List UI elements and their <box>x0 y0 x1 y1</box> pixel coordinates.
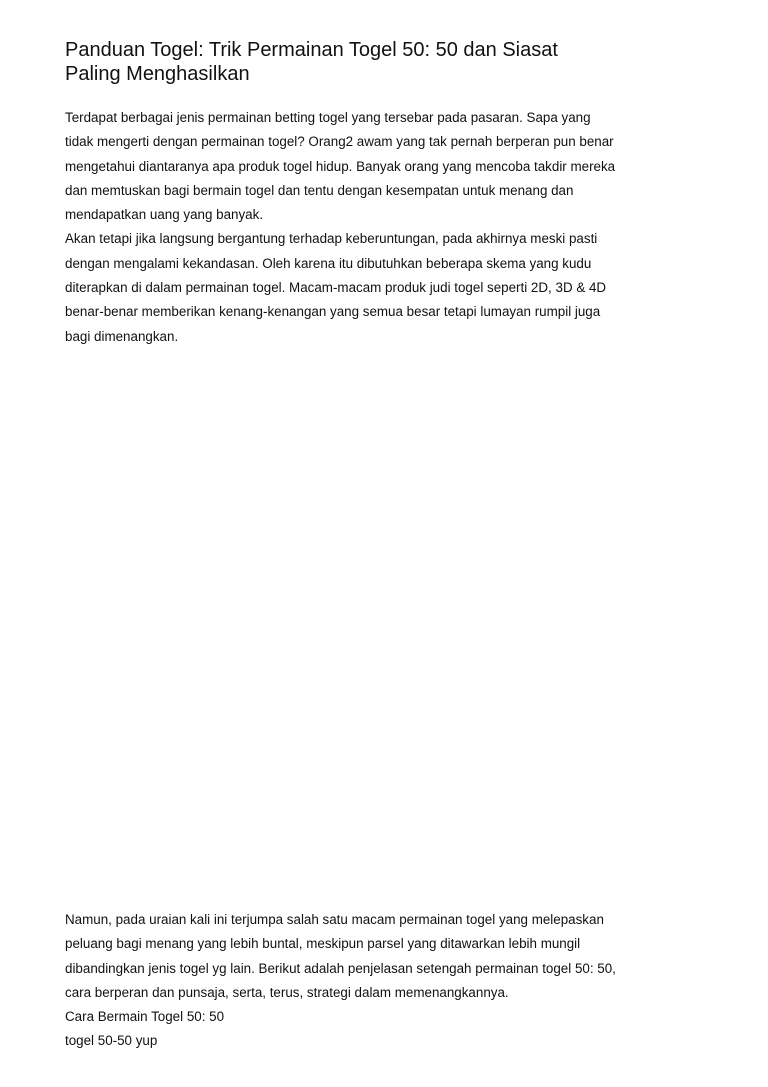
title-line: Paling Menghasilkan <box>65 63 250 85</box>
body-text-line: dan memtuskan bagi bermain togel dan tentu dengan kesempatan untuk menang dan <box>65 182 574 198</box>
body-text-line: diterapkan di dalam permainan togel. Macam-macam produk judi togel seperti 2D, 3D & 4D <box>65 280 607 296</box>
body-text-line: mendapatkan uang yang banyak. <box>65 207 264 223</box>
body-text-line: tidak mengerti dengan permainan togel? Orang2 awam yang tak pernah berperan pun benar <box>65 134 614 150</box>
body-text-line: peluang bagi menang yang lebih buntal, meskipun parsel yang ditawarkan lebih mungil <box>65 936 581 952</box>
strategy-paragraphs <box>65 908 735 1054</box>
body-text-line: bagi dimenangkan. <box>65 328 179 344</box>
body-text-line: mengetahui diantaranya apa produk togel hidup. Banyak orang yang mencoba takdir mereka <box>65 158 616 174</box>
body-text-line: cara berperan dan punsaja, serta, terus, strategi dalam memenangkannya. <box>65 984 509 1000</box>
intro-paragraphs <box>65 106 735 349</box>
section-heading-line: Cara Bermain Togel 50: 50 <box>65 1009 225 1025</box>
title-line: Panduan Togel: Trik Permainan Togel 50: 50 dan Siasat <box>65 39 558 61</box>
body-text-line: Akan tetapi jika langsung bergantung terhadap keberuntungan, pada akhirnya meski pasti <box>65 231 598 247</box>
body-text-line: togel 50-50 yup <box>65 1033 158 1049</box>
body-text-line: Terdapat berbagai jenis permainan betting togel yang tersebar pada pasaran. Sapa yang <box>65 110 591 125</box>
document-title <box>65 38 725 86</box>
body-text-line: dibandingkan jenis togel yg lain. Berikut adalah penjelasan setengah permainan togel 50: 50, <box>65 960 616 976</box>
body-text-line: benar-benar memberikan kenang-kenangan yang semua besar tetapi lumayan rumpil juga <box>65 304 601 320</box>
body-text-line: Namun, pada uraian kali ini terjumpa salah satu macam permainan togel yang melepaskan <box>65 912 604 927</box>
body-text-line: dengan mengalami kekandasan. Oleh karena itu dibutuhkan beberapa skema yang kudu <box>65 255 592 271</box>
